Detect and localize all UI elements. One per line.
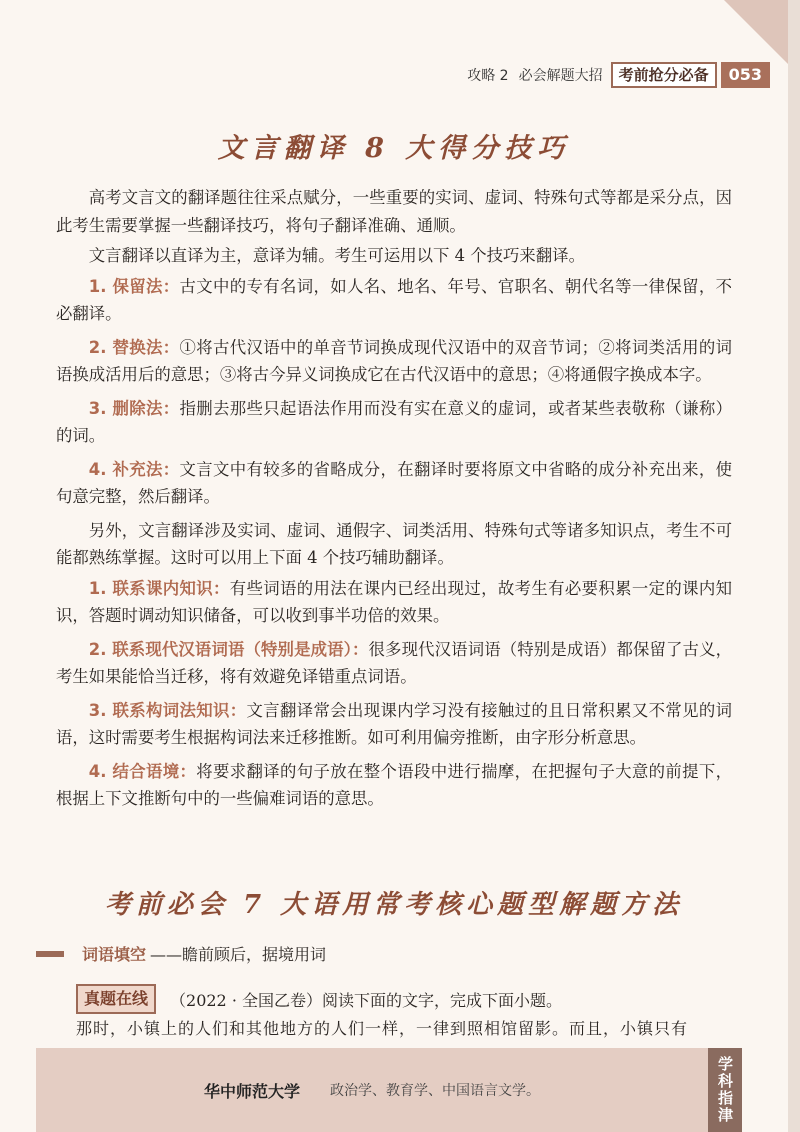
aux-technique-text: 有些词语的用法在课内已经出现过，故考生有必要积累一定的课内知识，答题时调动知识储备，可以收到事半功倍的效果。 bbox=[56, 578, 733, 625]
subsection-heading bbox=[36, 942, 326, 965]
technique-label: 3. 删除法： bbox=[88, 398, 180, 418]
aux-technique-item bbox=[56, 697, 732, 752]
aux-technique-label: 4. 结合语境： bbox=[88, 761, 197, 781]
aux-technique-item bbox=[56, 636, 732, 691]
aux-technique-text: 文言翻译常会出现课内学习没有接触过的且日常积累又不常见的词语，这时需要考生根据构词法来迁移推断。如可利用偏旁推断，由字形分析意思。 bbox=[56, 700, 733, 747]
aux-technique-text: 将要求翻译的句子放在整个语段中进行揣摩，在把握句子大意的前提下，根据上下文推断句中的一些偏难词语的意思。 bbox=[56, 761, 732, 808]
page-title: 文言翻译 8 大得分技巧 bbox=[217, 133, 571, 164]
technique-text: 指删去那些只起语法作用而没有实在意义的虚词，或者某些表敬称（谦称）的词。 bbox=[56, 398, 732, 445]
subsection-label: 词语填空 bbox=[82, 945, 147, 964]
section-number: 攻略 2 bbox=[467, 68, 509, 84]
technique-label: 4. 补充法： bbox=[88, 459, 180, 479]
technique-label: 2. 替换法： bbox=[88, 337, 180, 357]
aux-technique-label: 1. 联系课内知识： bbox=[88, 578, 230, 598]
subsection-desc: ——瞻前顾后，据境用词 bbox=[150, 945, 327, 964]
aux-technique-label: 2. 联系现代汉语词语（特别是成语）： bbox=[88, 639, 369, 659]
technique-text: 文言文中有较多的省略成分，在翻译时要将原文中省略的成分补充出来，使句意完整，然后翻译。 bbox=[56, 459, 732, 506]
side-tab: 学科指津 bbox=[708, 1048, 742, 1132]
exercise-badge: 真题在线 bbox=[76, 984, 156, 1014]
technique-item bbox=[56, 395, 732, 450]
section-title: 必会解题大招 bbox=[518, 68, 603, 84]
intro-paragraph: 另外，文言翻译涉及实词、虚词、通假字、词类活用、特殊句式等诸多知识点，考生不可能都熟练掌握。这时可以用上下面 4 个技巧辅助翻译。 bbox=[56, 520, 732, 567]
intro-paragraph: 文言翻译以直译为主，意译为辅。考生可运用以下 4 个技巧来翻译。 bbox=[88, 246, 585, 265]
footer-university: 华中师范大学 bbox=[203, 1081, 300, 1101]
technique-item bbox=[56, 456, 732, 511]
page-number: 053 bbox=[721, 62, 770, 88]
footer-majors: 政治学、教育学、中国语言文学。 bbox=[330, 1083, 540, 1099]
aux-technique-label: 3. 联系构词法知识： bbox=[88, 700, 247, 720]
technique-item bbox=[56, 334, 732, 389]
exercise-source: （2022 · 全国乙卷）阅读下面的文字，完成下面小题。 bbox=[170, 990, 562, 1010]
aux-technique-item bbox=[56, 758, 732, 813]
page-header bbox=[457, 62, 770, 88]
section-heading: 考前必会 7 大语用常考核心题型解题方法 bbox=[104, 890, 684, 920]
aux-technique-item bbox=[56, 575, 732, 630]
page-corner-decoration bbox=[724, 0, 788, 64]
technique-text: 古文中的专有名词，如人名、地名、年号、官职名、朝代名等一律保留，不必翻译。 bbox=[56, 276, 732, 323]
technique-text: ①将古代汉语中的单音节词换成现代汉语中的双音节词；②将词类活用的词语换成活用后的意思；③将古今异义词换成它在古代汉语中的意思；④将通假字换成本字。 bbox=[56, 337, 732, 384]
subsection-bar-icon bbox=[36, 951, 64, 957]
header-tag: 考前抢分必备 bbox=[611, 62, 717, 88]
section-label bbox=[457, 65, 602, 85]
technique-item bbox=[56, 273, 732, 328]
main-content bbox=[56, 184, 732, 819]
intro-paragraph: 高考文言文的翻译题往往采点赋分，一些重要的实词、虚词、特殊句式等都是采分点，因此考生需要掌握一些翻译技巧，将句子翻译准确、通顺。 bbox=[56, 188, 732, 235]
exercise-passage: 那时，小镇上的人们和其他地方的人们一样，一律到照相馆留影。而且，小镇只有 bbox=[76, 1019, 689, 1038]
exercise-header bbox=[76, 984, 562, 1014]
technique-label: 1. 保留法： bbox=[88, 276, 180, 296]
aux-technique-text: 很多现代汉语词语（特别是成语）都保留了古义，考生如果能恰当迁移，将有效避免译错重点词语。 bbox=[56, 639, 733, 686]
page-footer bbox=[36, 1048, 708, 1132]
